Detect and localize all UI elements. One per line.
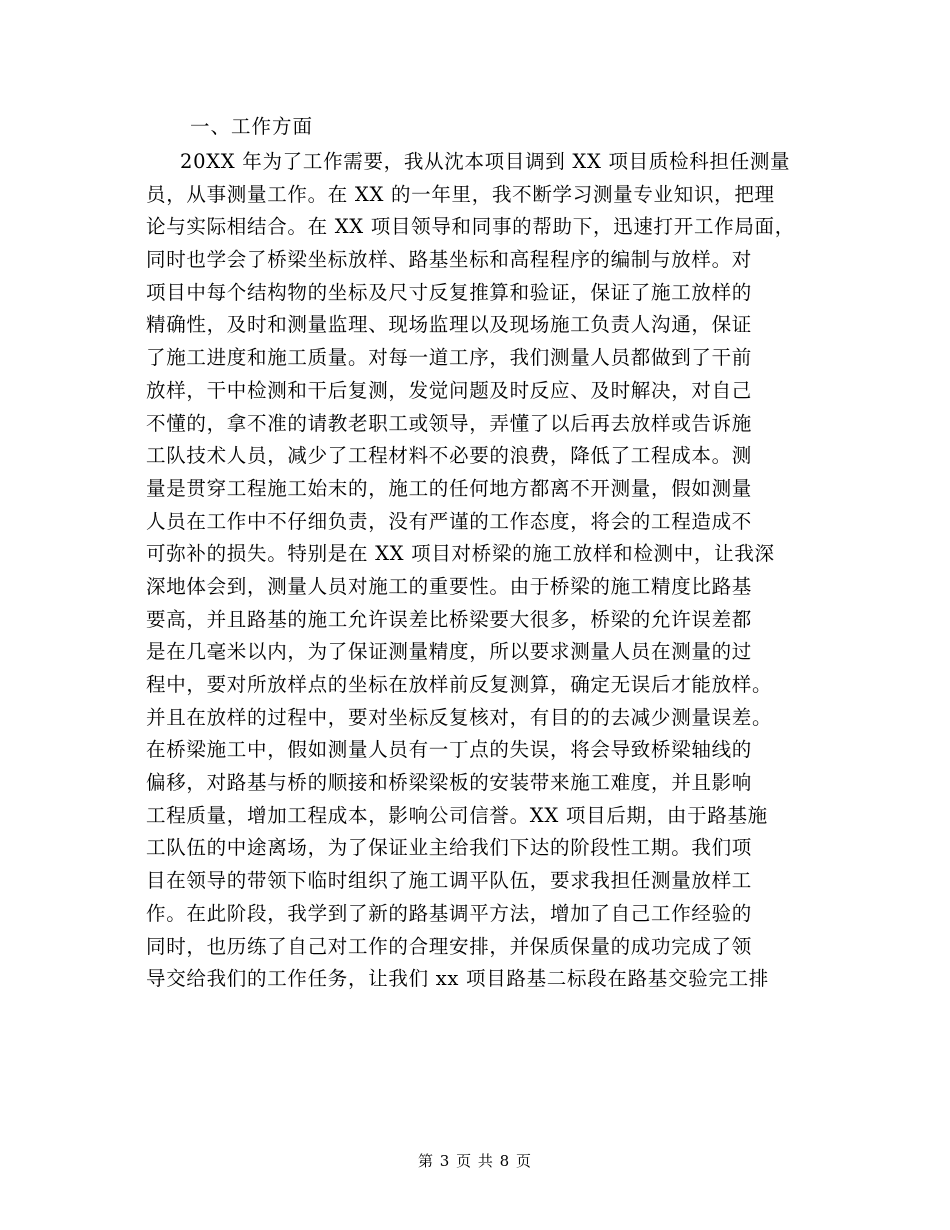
- section-heading: 一、工作方面: [190, 115, 314, 138]
- text-line: 深地体会到，测量人员对施工的重要性。由于桥梁的施工精度比路基: [146, 574, 753, 598]
- text-line: 20XX 年为了工作需要，我从沈本项目调到 XX 项目质检科担任测量: [180, 150, 791, 173]
- text-line: 项目中每个结构物的坐标及尺寸反复推算和验证，保证了施工放样的: [146, 280, 753, 304]
- text-line: 作。在此阶段，我学到了新的路基调平方法，增加了自己工作经验的: [146, 901, 753, 925]
- text-line: 人员在工作中不仔细负责，没有严谨的工作态度，将会的工程造成不: [146, 509, 753, 533]
- text-line: 导交给我们的工作任务，让我们 xx 项目路基二标段在路基交验完工排: [146, 967, 769, 991]
- text-line: 工队伍的中途离场，为了保证业主给我们下达的阶段性工期。我们项: [146, 836, 753, 860]
- text-line: 可弥补的损失。特别是在 XX 项目对桥梁的施工放样和检测中，让我深: [146, 542, 775, 566]
- text-line: 精确性，及时和测量监理、现场监理以及现场施工负责人沟通，保证: [146, 313, 753, 337]
- text-line: 是在几毫米以内，为了保证测量精度，所以要求测量人员在测量的过: [146, 640, 753, 664]
- text-line: 目在领导的带领下临时组织了施工调平队伍，要求我担任测量放样工: [146, 869, 753, 893]
- text-line: 论与实际相结合。在 XX 项目领导和同事的帮助下，迅速打开工作局面，: [146, 215, 795, 239]
- text-line: 并且在放样的过程中，要对坐标反复核对，有目的的去减少测量误差。: [146, 705, 773, 729]
- text-line: 员，从事测量工作。在 XX 的一年里，我不断学习测量专业知识，把理: [146, 182, 775, 206]
- text-line: 偏移，对路基与桥的顺接和桥梁梁板的安装带来施工难度，并且影响: [146, 771, 753, 795]
- text-line: 量是贯穿工程施工始末的，施工的任何地方都离不开测量，假如测量: [146, 476, 753, 500]
- text-line: 在桥梁施工中，假如测量人员有一丁点的失误，将会导致桥梁轴线的: [146, 738, 753, 762]
- page-footer: 第 3 页 共 8 页: [418, 1152, 532, 1170]
- text-line: 不懂的，拿不准的请教老职工或领导，弄懂了以后再去放样或告诉施: [146, 411, 753, 435]
- text-line: 放样，干中检测和干后复测，发觉问题及时反应、及时解决，对自己: [146, 378, 753, 402]
- text-line: 程中，要对所放样点的坐标在放样前反复测算，确定无误后才能放样。: [146, 673, 773, 696]
- text-line: 了施工进度和施工质量。对每一道工序，我们测量人员都做到了干前: [146, 346, 753, 370]
- body-text: [146, 146, 810, 996]
- text-line: 工程质量，增加工程成本，影响公司信誉。XX 项目后期，由于路基施: [146, 803, 768, 827]
- text-line: 同时也学会了桥梁坐标放样、路基坐标和高程程序的编制与放样。对: [146, 248, 753, 272]
- text-line: 要高，并且路基的施工允许误差比桥梁要大很多，桥梁的允许误差都: [146, 607, 753, 631]
- text-line: 同时，也历练了自己对工作的合理安排，并保质保量的成功完成了领: [146, 934, 753, 958]
- text-line: 工队技术人员，减少了工程材料不必要的浪费，降低了工程成本。测: [146, 444, 753, 468]
